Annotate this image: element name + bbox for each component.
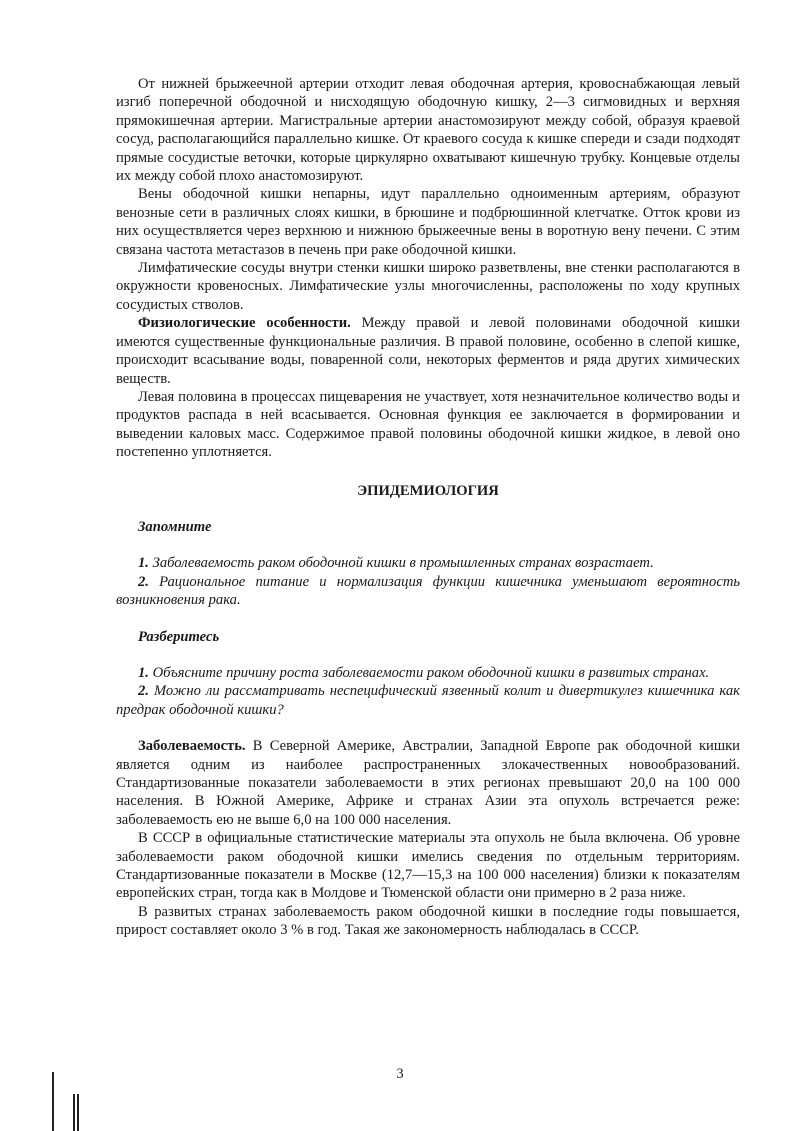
section-heading: ЭПИДЕМИОЛОГИЯ [357, 482, 499, 499]
paragraph-veins: Вены ободочной кишки непарны, идут параллельно одноименным артериям, образуют венозные сети в различных слоях кишки, в брюшине и подбрюшинной клетчатке. Отток крови из них осуществляется через верхнюю и нижнюю брыжеечные вены в воротную вену печени. С этим связана частота метастазов в печень при раке ободочной кишки. [116, 186, 740, 258]
figure-out-item-1-text: Объясните причину роста заболеваемости раком ободочной кишки в развитых странах. [148, 664, 710, 681]
figure-out-item-1 [116, 664, 740, 682]
remember-item-2-text: Рациональное питание и нормализация функции кишечника уменьшают вероятность возникновения рака. [116, 573, 740, 609]
remember-item-1 [116, 554, 740, 572]
paragraph-physiology [116, 314, 740, 388]
binding-line-2 [73, 1094, 75, 1131]
physiology-text: Между правой и левой половинами ободочной кишки имеются существенные функциональные различия. В правой половине, особенно в слепой кишке, происходит всасывание воды, поваренной соли, некоторых ферментов и ряда других химических веществ. [116, 315, 740, 387]
page-content [116, 75, 740, 940]
remember-item-1-num: 1. [138, 555, 149, 572]
remember-item-2 [116, 573, 740, 610]
figure-out-item-2 [116, 682, 740, 719]
figure-out-item-2-num: 2. [138, 683, 149, 700]
physiology-title: Физиологические особенности. [138, 315, 351, 332]
binding-line-1 [52, 1072, 54, 1131]
incidence-title: Заболеваемость. [138, 738, 246, 755]
remember-title: Запомните [138, 518, 212, 535]
paragraph-lymphatics: Лимфатические сосуды внутри стенки кишки широко разветвлены, вне стенки располагаются в окружности кровеносных. Лимфатические узлы многочисленны, расположены по ходу крупных сосудистых стволов. [116, 260, 740, 313]
figure-out-item-2-text: Можно ли рассматривать неспецифический язвенный колит и дивертикулез кишечника как предрак ободочной кишки? [116, 683, 740, 718]
paragraph-incidence [116, 737, 740, 829]
paragraph-ussr: В СССР в официальные статистические материалы эта опухоль не была включена. Об уровне заболеваемости раком ободочной кишки имелись сведения по отдельным территориям. Стандартизованные показатели в Москве (12,7—15,3 на 100 000 населения) близки к показателям европейских стран, тогда как в Молдове и Тюменской области они примерно в 2 раза ниже. [116, 830, 740, 902]
remember-item-1-text: Заболеваемость раком ободочной кишки в промышленных странах возрастает. [148, 555, 654, 572]
paragraph-trend: В развитых странах заболеваемость раком ободочной кишки в последние годы повышается, прирост составляет около 3 % в год. Такая же закономерность наблюдалась в СССР. [116, 903, 740, 939]
binding-line-3 [77, 1094, 79, 1131]
paragraph-left-half: Левая половина в процессах пищеварения не участвует, хотя незначительное количество воды и продуктов распада в ней всасывается. Основная функция ее заключается в формировании и выведении каловых масс. Содержимое правой половины ободочной кишки жидкое, в левой оно постепенно уплотняется. [116, 388, 740, 461]
figure-out-item-1-num: 1. [138, 664, 149, 681]
remember-item-2-num: 2. [138, 573, 149, 590]
figure-out-title: Разберитесь [138, 628, 220, 645]
incidence-text: В Северной Америке, Австралии, Западной Европе рак ободочной кишки является одним из наиболее распространенных злокачественных новообразований. Стандартизованные показатели заболеваемости в этих регионах превышают 20,0 на 100 000 населения. В Южной Америке, Африке и странах Азии эта опухоль встречается реже: заболеваемость ею не выше 6,0 на 100 000 населения. [116, 738, 740, 828]
page-number: 3 [396, 1066, 404, 1082]
paragraph-arteries: От нижней брыжеечной артерии отходит левая ободочная артерия, кровоснабжающая левый изгиб поперечной ободочной и нисходящую ободочную кишку, 2—3 сигмовидных и верхняя прямокишечная артерии. Магистральные артерии анастомозируют между собой, образуя краевой сосуд, располагающийся параллельно кишке. От краевого сосуда к кишке спереди и сзади подходят прямые сосудистые веточки, которые циркулярно охватывают кишечную трубку. Концевые отделы их между собой плохо анастомозируют. [116, 76, 740, 185]
